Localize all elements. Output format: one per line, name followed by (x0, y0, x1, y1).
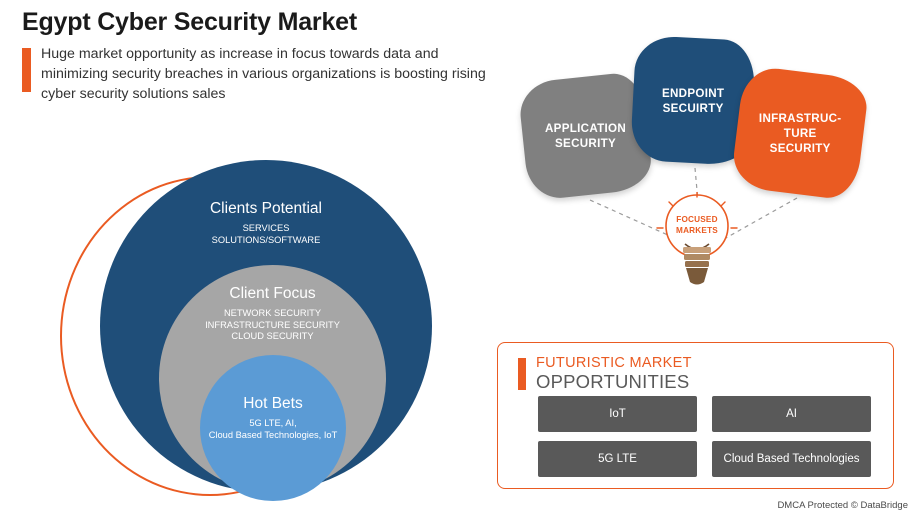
futuristic-market-panel (497, 342, 894, 489)
opportunity-chip[interactable]: IoT (538, 396, 697, 432)
client-focus-sub: NETWORK SECURITY INFRASTRUCTURE SECURITY CLOUD SECURITY (205, 308, 340, 341)
label-hot-bets (200, 395, 346, 441)
hot-bets-sub: 5G LTE, AI, Cloud Based Technologies, IoT (208, 418, 338, 440)
clients-potential-sub: SERVICES SOLUTIONS/SOFTWARE (211, 223, 321, 245)
blob-infrastructure-security[interactable] (730, 65, 870, 201)
blob-application-security-label: APPLICATION SECURITY (544, 122, 627, 150)
concentric-circles-diagram (60, 160, 480, 505)
opportunity-chip[interactable]: Cloud Based Technologies (712, 441, 871, 477)
blob-infrastructure-security-label: INFRASTRUC- TURE SECURITY (758, 111, 842, 155)
footer-copyright: DMCA Protected © DataBridge (777, 500, 908, 511)
hot-bets-title: Hot Bets (243, 395, 303, 412)
opportunity-chip[interactable]: AI (712, 396, 871, 432)
opportunity-chip-list (538, 396, 871, 477)
subtitle-accent-bar (22, 48, 31, 92)
client-focus-title: Client Focus (229, 285, 316, 302)
blob-endpoint-security-label: ENDPOINT SECUIRTY (661, 86, 725, 115)
bulb-label: FOCUSED MARKETS (676, 215, 718, 235)
panel-title-line1: FUTURISTIC MARKET (536, 355, 692, 371)
panel-title-line2: OPPORTUNITIES (536, 371, 690, 392)
lightbulb-icon (655, 192, 739, 300)
label-clients-potential (100, 200, 432, 246)
panel-accent-bar (518, 358, 526, 390)
page-subtitle: Huge market opportunity as increase in focus towards data and minimizing security breaches in various organizations is boosting rising cyber security solutions sales (41, 46, 486, 102)
page-title: Egypt Cyber Security Market (22, 8, 357, 36)
label-client-focus (159, 285, 386, 343)
clients-potential-title: Clients Potential (209, 200, 322, 217)
opportunity-chip[interactable]: 5G LTE (538, 441, 697, 477)
